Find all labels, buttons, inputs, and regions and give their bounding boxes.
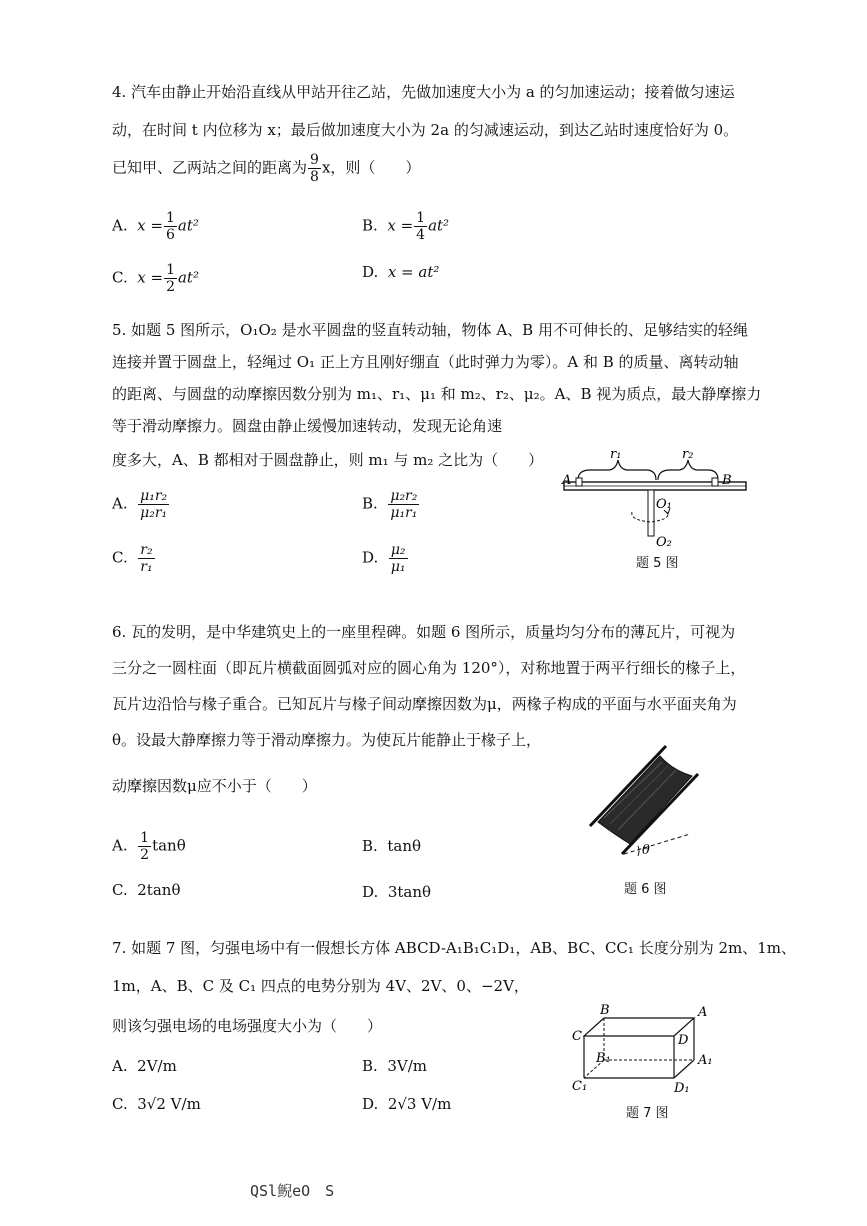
q6-line-4: θ。设最大静摩擦力等于滑动摩擦力。为使瓦片能静止于椽子上， bbox=[112, 731, 542, 749]
q6-option-b[interactable]: B. tanθ bbox=[362, 837, 422, 855]
brace-r1 bbox=[578, 460, 656, 480]
label-b1: B₁ bbox=[596, 1051, 611, 1066]
axis bbox=[648, 490, 654, 536]
figure-6-caption: 题 6 图 bbox=[624, 882, 667, 897]
label-a1: A₁ bbox=[698, 1053, 713, 1068]
page-footer: QSl鲵eO S bbox=[250, 1182, 335, 1200]
figure-7 bbox=[570, 1000, 720, 1100]
figure-5 bbox=[560, 440, 760, 570]
q6-line-1: 6. 瓦的发明，是中华建筑史上的一座里程碑。如题 6 图所示，质量均匀分布的薄瓦片，可视为 bbox=[112, 623, 736, 641]
label-o1: O₁ bbox=[656, 497, 672, 512]
q6-line-2: 三分之一圆柱面（即瓦片横截面圆弧对应的圆心角为 120°），对称地置于两平行细长的椽子上， bbox=[112, 659, 746, 677]
q4-option-c[interactable]: C. x = $\frac{1}{2}$ at² bbox=[112, 262, 199, 295]
label-d1: D₁ bbox=[674, 1081, 690, 1096]
label-b: B bbox=[722, 473, 732, 488]
label-d: D bbox=[678, 1033, 689, 1048]
label-o2: O₂ bbox=[656, 535, 672, 550]
q5-option-a[interactable]: A. $\frac{\text{μ₁r₂}}{\text{μ₂r₁}}$ bbox=[112, 488, 168, 521]
q4-option-b[interactable]: B. x = $\frac{1}{4}$ at² bbox=[362, 210, 450, 243]
q5-option-c[interactable]: C. $\frac{\text{r₂}}{\text{r₁}}$ bbox=[112, 542, 153, 575]
q6-line-5: 动摩擦因数μ应不小于（ ） bbox=[112, 777, 317, 795]
block-b bbox=[712, 478, 718, 486]
q6-option-a[interactable]: A. $\frac{1}{2}$ tanθ bbox=[112, 830, 186, 863]
figure-7-caption: 题 7 图 bbox=[626, 1106, 669, 1121]
q7-line-2: 1m，A、B、C 及 C₁ 四点的电势分别为 4V、2V、0、−2V， bbox=[112, 977, 529, 995]
q7-line-3: 则该匀强电场的电场强度大小为（ ） bbox=[112, 1017, 383, 1035]
block-a bbox=[576, 478, 582, 486]
label-theta: θ bbox=[642, 843, 650, 858]
label-a: A bbox=[698, 1005, 708, 1020]
figure-5-caption: 题 5 图 bbox=[636, 556, 679, 571]
figure-6 bbox=[580, 736, 710, 866]
label-r2: r₂ bbox=[682, 447, 694, 462]
q7-option-c[interactable]: C. 3√2 V/m bbox=[112, 1095, 201, 1113]
q4-option-a[interactable]: A. x = $\frac{1}{6}$ at² bbox=[112, 210, 199, 243]
q5-line-5: 度多大，A、B 都相对于圆盘静止，则 m₁ 与 m₂ 之比为（ ） bbox=[112, 451, 544, 469]
q5-line-3: 的距离、与圆盘的动摩擦因数分别为 m₁、r₁、μ₁ 和 m₂、r₂、μ₂。A、B 视为质点，最大静摩擦力 bbox=[112, 385, 762, 403]
q4-line-1: 4. 汽车由静止开始沿直线从甲站开往乙站，先做加速度大小为 a 的匀加速运动；接着做匀速运 bbox=[112, 83, 735, 101]
q5-line-1: 5. 如题 5 图所示，O₁O₂ 是水平圆盘的竖直转动轴，物体 A、B 用不可伸长的、足够结实的轻绳 bbox=[112, 321, 748, 339]
q5-line-4: 等于滑动摩擦力。圆盘由静止缓慢加速转动，发现无论角速 bbox=[112, 417, 503, 435]
q6-option-d[interactable]: D. 3tanθ bbox=[362, 883, 432, 901]
q7-option-d[interactable]: D. 2√3 V/m bbox=[362, 1095, 452, 1113]
label-b: B bbox=[600, 1003, 610, 1018]
q7-line-1: 7. 如题 7 图，匀强电场中有一假想长方体 ABCD-A₁B₁C₁D₁，AB、BC、CC₁ 长度分别为 2m、1m、 bbox=[112, 939, 796, 957]
q5-line-2: 连接并置于圆盘上，轻绳过 O₁ 正上方且刚好绷直（此时弹力为零）。A 和 B 的质量、离转动轴 bbox=[112, 353, 739, 371]
q5-option-d[interactable]: D. $\frac{\text{μ₂}}{\text{μ₁}}$ bbox=[362, 542, 406, 575]
label-c: C bbox=[572, 1029, 582, 1044]
q4-line-3: 已知甲、乙两站之间的距离为 $\frac{9}{8}$ x，则（ ） bbox=[112, 152, 421, 185]
q7-option-b[interactable]: B. 3V/m bbox=[362, 1057, 427, 1075]
q5-option-b[interactable]: B. $\frac{\text{μ₂r₂}}{\text{μ₁r₁}}$ bbox=[362, 488, 418, 521]
q6-option-c[interactable]: C. 2tanθ bbox=[112, 881, 181, 899]
label-a: A bbox=[562, 473, 572, 488]
q4-fraction: $\frac{9}{8}$ bbox=[310, 152, 319, 185]
q7-option-a[interactable]: A. 2V/m bbox=[112, 1057, 177, 1075]
brace-r2 bbox=[658, 460, 718, 480]
q4-option-d[interactable]: D. x = at² bbox=[362, 263, 440, 281]
label-r1: r₁ bbox=[610, 447, 622, 462]
q4-line-2: 动，在时间 t 内位移为 x；最后做加速度大小为 2a 的匀减速运动，到达乙站时速度恰好为 0。 bbox=[112, 121, 739, 139]
q6-line-3: 瓦片边沿恰与椽子重合。已知瓦片与椽子间动摩擦因数为μ，两椽子构成的平面与水平面夹角为 bbox=[112, 695, 737, 713]
label-c1: C₁ bbox=[572, 1079, 588, 1094]
